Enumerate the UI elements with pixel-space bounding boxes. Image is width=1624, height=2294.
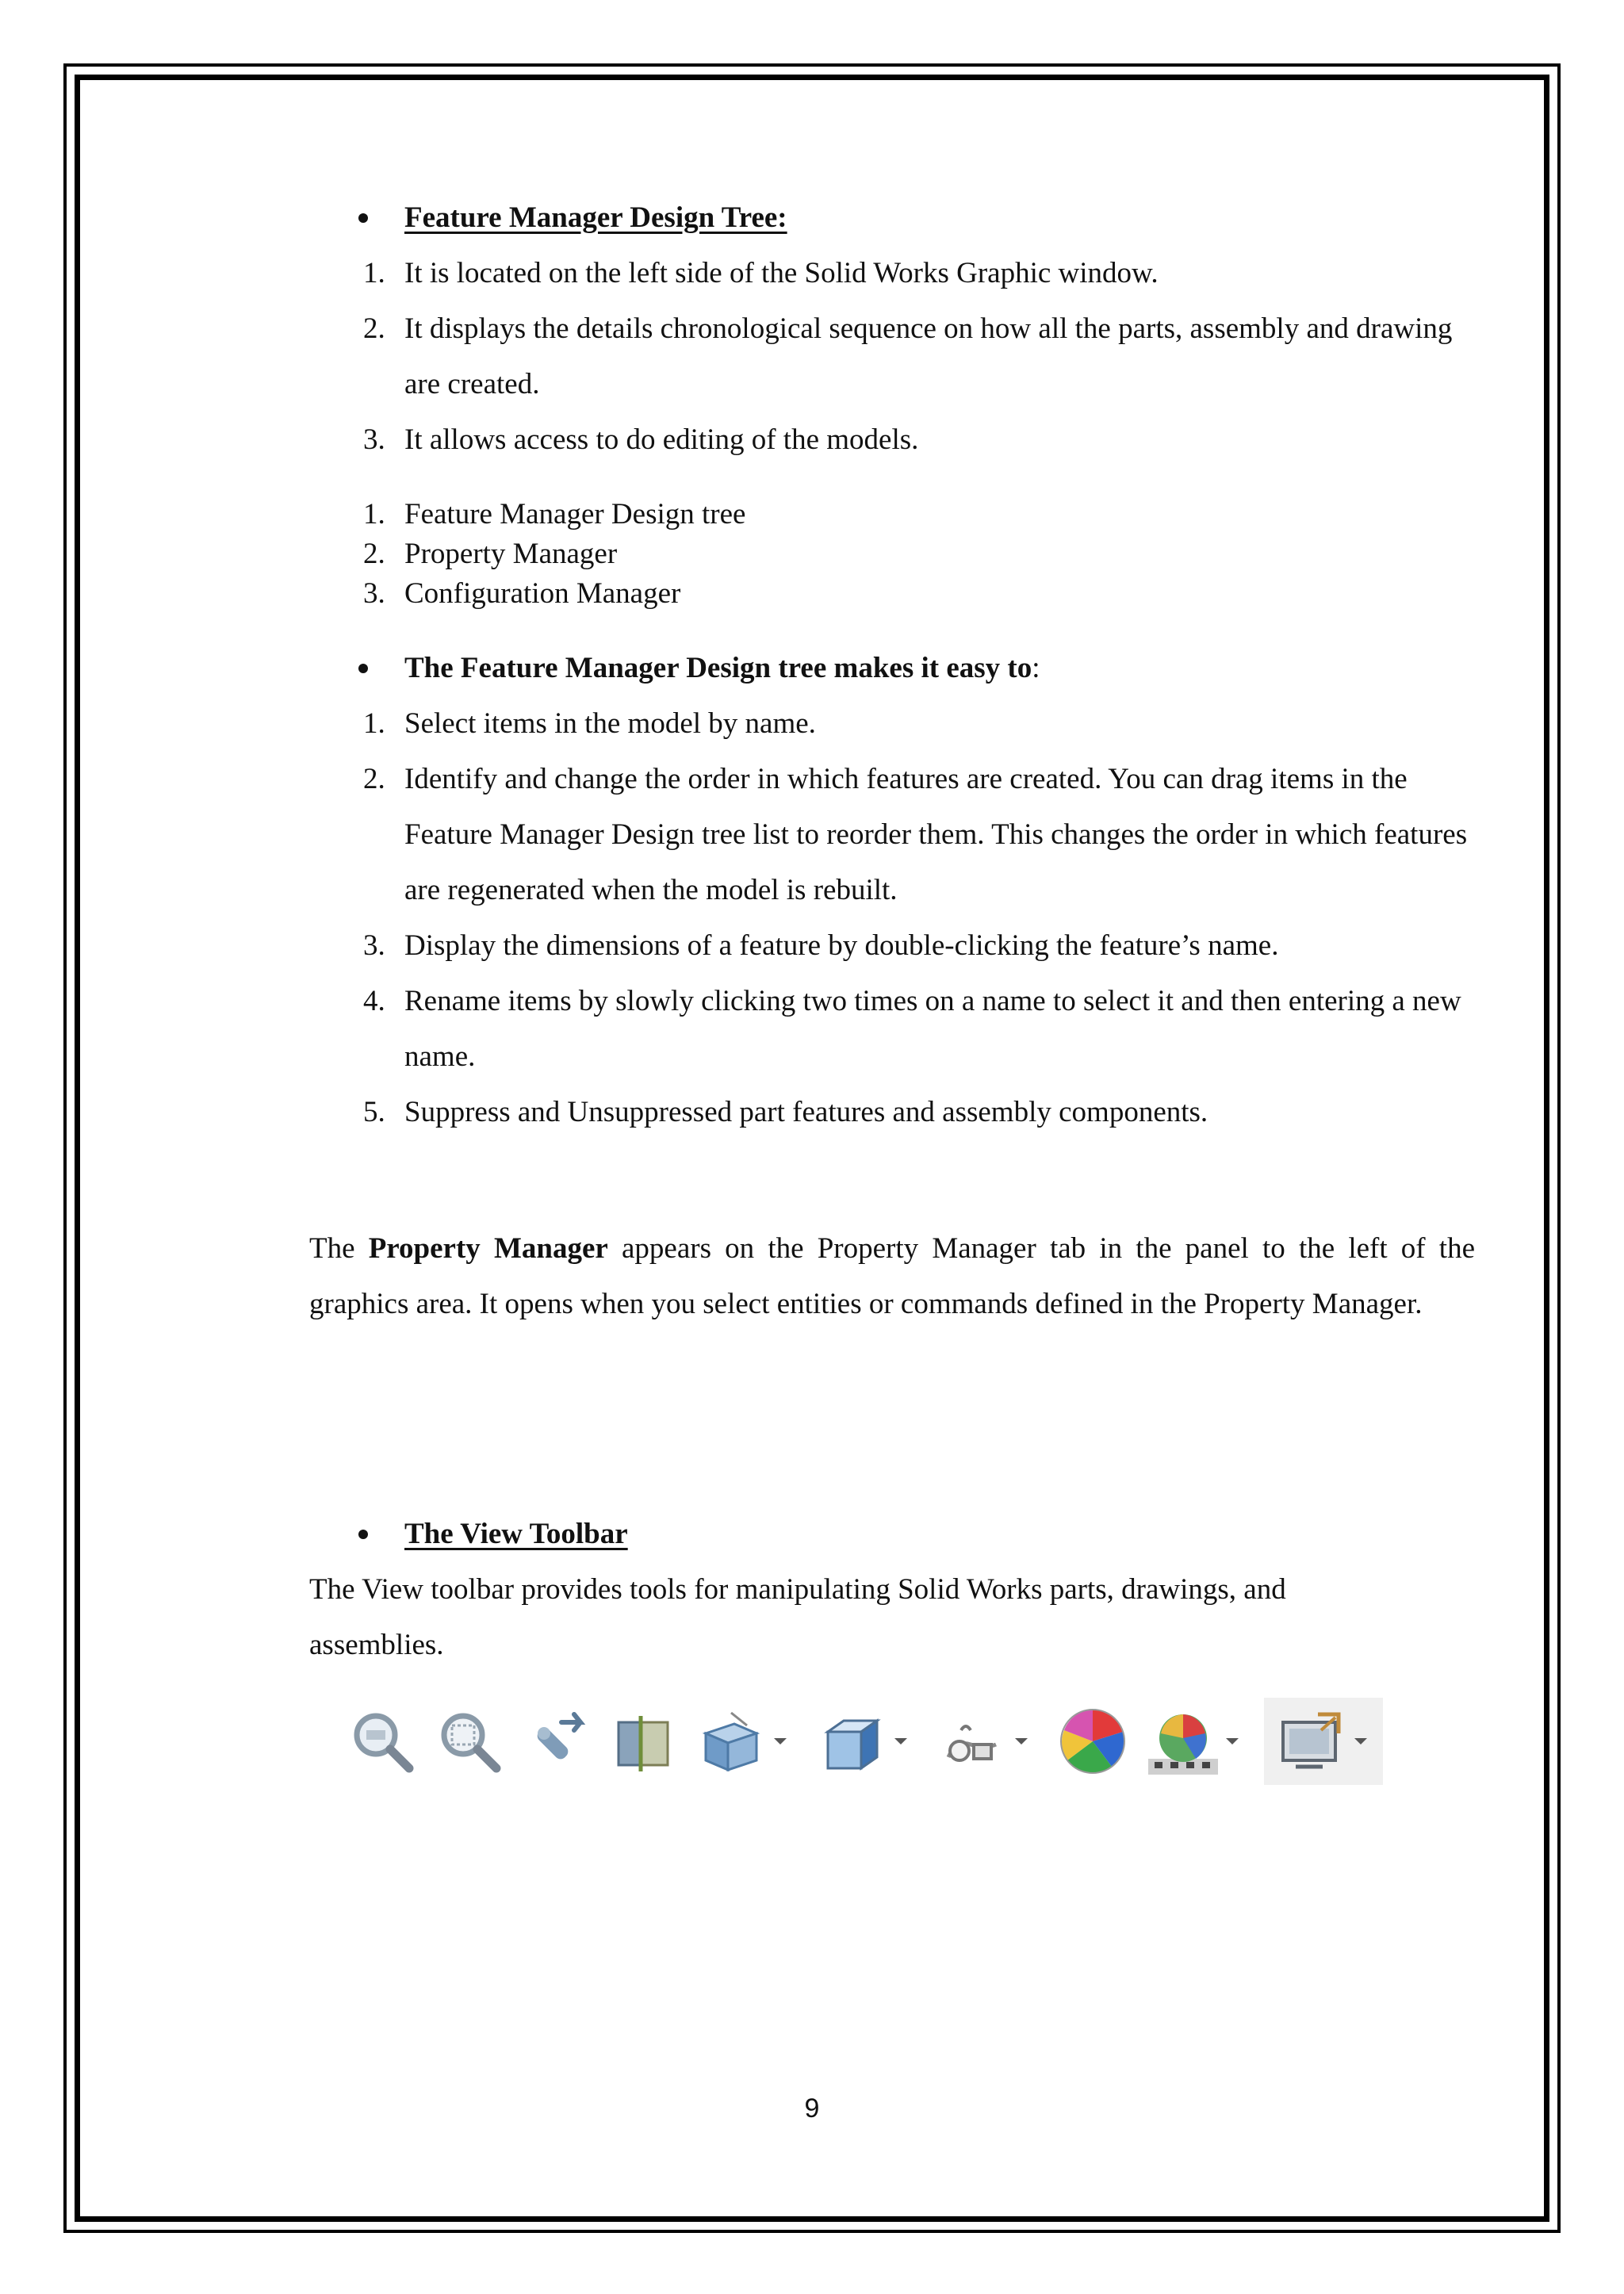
section-view-icon (604, 1702, 684, 1781)
zoom-to-fit-icon (343, 1702, 422, 1781)
display-style-icon (812, 1702, 891, 1781)
chevron-down-icon (891, 1735, 910, 1748)
section-heading-design-tree-uses: The Feature Manager Design tree makes it easy to: (309, 641, 1483, 696)
property-manager-paragraph: The Property Manager appears on the Property Manager tab in the panel to the left of the graphics area. It opens when you select entities or commands defined in the Property Manager. (309, 1232, 1475, 1320)
bullet-icon (358, 213, 368, 223)
bullet-icon (358, 1530, 368, 1539)
list-item: 1. It is located on the left side of the Solid Works Graphic window. (363, 257, 1159, 289)
list-item: 4. Rename items by slowly clicking two times on a name to select it and then entering a new name. (363, 985, 1461, 1073)
bullet-icon (358, 664, 368, 673)
list-item: 2. Property Manager (363, 538, 618, 570)
list-item: 2. Identify and change the order in which features are created. You can drag items in the Feature Manager Design tree list to reorder them. This changes the order in which features are regenerated when the model is rebuilt. (363, 763, 1468, 906)
list-item: 3. Configuration Manager (363, 577, 681, 610)
view-toolbar-section (309, 1507, 1483, 1673)
section-heading-view-toolbar: The View Toolbar (309, 1507, 1483, 1562)
chevron-down-icon (1223, 1735, 1242, 1748)
list-item: 5. Suppress and Unsuppressed part features and assembly components. (363, 1096, 1208, 1128)
hide-show-items-icon (933, 1702, 1012, 1781)
document-body (309, 190, 1483, 1140)
design-tree-uses-list (309, 696, 1483, 1140)
list-item: 1. Feature Manager Design tree (363, 498, 746, 530)
view-settings-icon (1272, 1702, 1351, 1781)
view-orientation-icon (691, 1702, 771, 1781)
list-item: 2. It displays the details chronological sequence on how all the parts, assembly and drawing are created. (363, 312, 1453, 400)
chevron-down-icon (771, 1735, 790, 1748)
list-item: 3. Display the dimensions of a feature by double-clicking the feature’s name. (363, 929, 1279, 962)
section-heading-feature-manager: Feature Manager Design Tree: (309, 190, 1483, 246)
chevron-down-icon (1351, 1735, 1370, 1748)
apply-scene-icon (1143, 1702, 1223, 1781)
manager-types-list (309, 495, 1483, 614)
chevron-down-icon (1012, 1735, 1031, 1748)
view-toolbar-description: The View toolbar provides tools for manipulating Solid Works parts, drawings, and assemblies. (309, 1573, 1286, 1661)
view-toolbar-image (343, 1694, 1445, 1789)
feature-manager-list (309, 246, 1483, 468)
page-number: 9 (804, 2093, 820, 2124)
edit-appearance-icon (1053, 1702, 1132, 1781)
list-item: 1. Select items in the model by name. (363, 707, 816, 740)
zoom-to-area-icon (430, 1702, 509, 1781)
previous-view-icon (517, 1702, 596, 1781)
list-item: 3. It allows access to do editing of the models. (363, 423, 919, 456)
